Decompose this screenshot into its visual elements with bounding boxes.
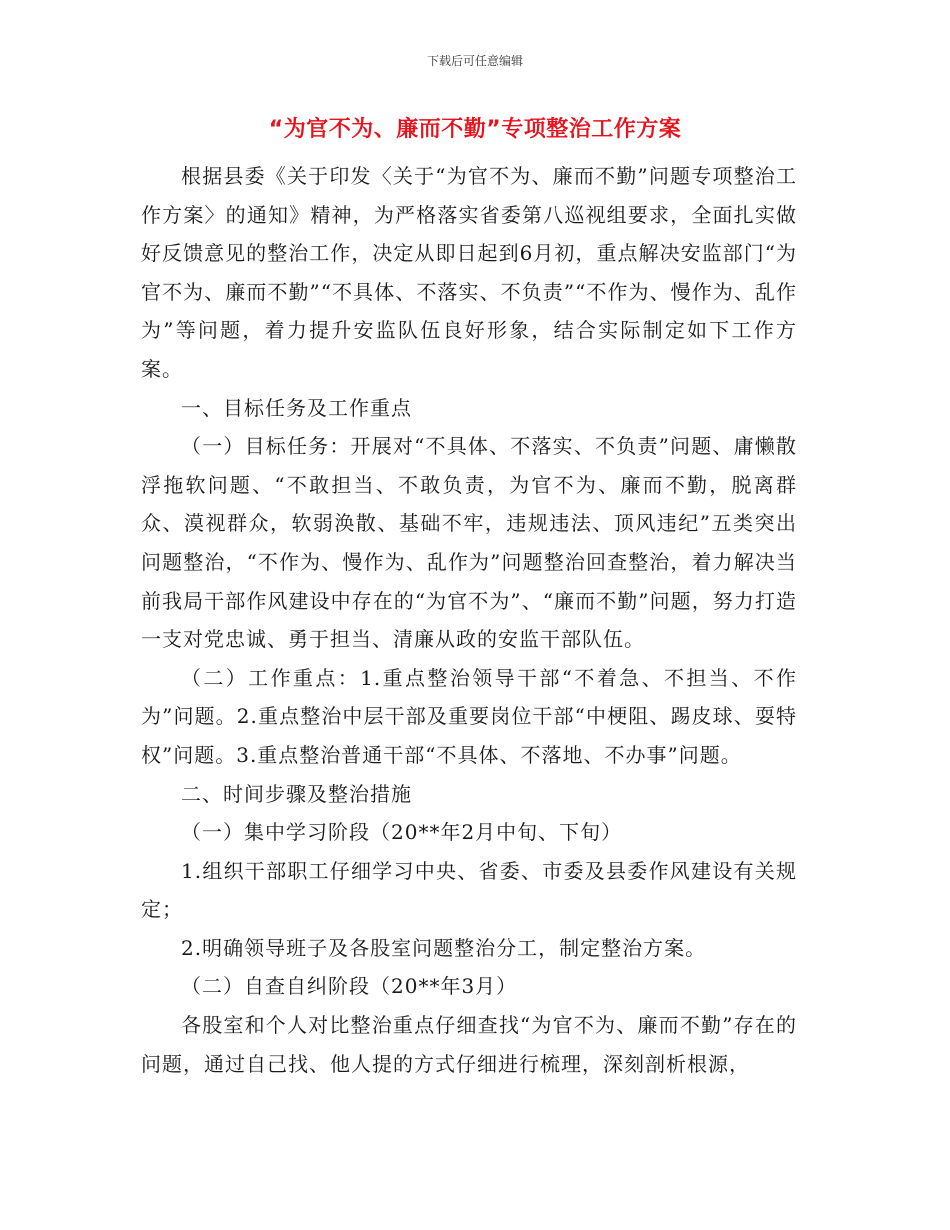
subheading-self-check-phase: （二）自查自纠阶段（20**年3月） xyxy=(181,974,518,999)
document-title: “为官不为、廉而不勤”专项整治工作方案 xyxy=(268,117,682,142)
subheading-study-phase: （一）集中学习阶段（20**年2月中旬、下旬） xyxy=(181,820,623,845)
document-body xyxy=(141,157,797,1083)
page-header-note: 下载后可任意编辑 xyxy=(426,54,523,68)
paragraph-targets: （一）目标任务：开展对“不具体、不落实、不负责”问题、庸懒散浮拖软问题、“不敢担当、不敢负责，为官不为、廉而不勤，脱离群众、漠视群众，软弱涣散、基础不牢，违规违法、顶风违纪”五类突出问题整治，“不作为、慢作为、乱作为”问题整治回查整治，着力解决当前我局干部作风建设中存在的“为官不为”、“廉而不勤”问题，努力打造一支对党忠诚、勇于担当、清廉从政的安监干部队伍。 xyxy=(141,434,797,652)
section-heading-2: 二、时间步骤及整治措施 xyxy=(181,781,412,806)
section-heading-1: 一、目标任务及工作重点 xyxy=(181,395,412,420)
list-item-1: 1.组织干部职工仔细学习中央、省委、市委及县委作风建设有关规定； xyxy=(141,858,797,922)
paragraph-intro: 根据县委《关于印发〈关于“为官不为、廉而不勤”问题专项整治工作方案〉的通知》精神，为严格落实省委第八巡视组要求，全面扎实做好反馈意见的整治工作，决定从即日起到6月初，重点解决安监部门“为官不为、廉而不勤”“不具体、不落实、不负责”“不作为、慢作为、乱作为”等问题，着力提升安监队伍良好形象，结合实际制定如下工作方案。 xyxy=(141,164,797,381)
paragraph-focus: （二）工作重点：1.重点整治领导干部“不着急、不担当、不作为”问题。2.重点整治中层干部及重要岗位干部“中梗阻、踢皮球、耍特权”问题。3.重点整治普通干部“不具体、不落地、不办事”问题。 xyxy=(141,665,797,767)
list-item-2: 2.明确领导班子及各股室问题整治分工，制定整治方案。 xyxy=(181,935,707,960)
paragraph-self-check: 各股室和个人对比整治重点仔细查找“为官不为、廉而不勤”存在的问题，通过自己找、他人提的方式仔细进行梳理，深刻剖析根源， xyxy=(141,1013,797,1076)
